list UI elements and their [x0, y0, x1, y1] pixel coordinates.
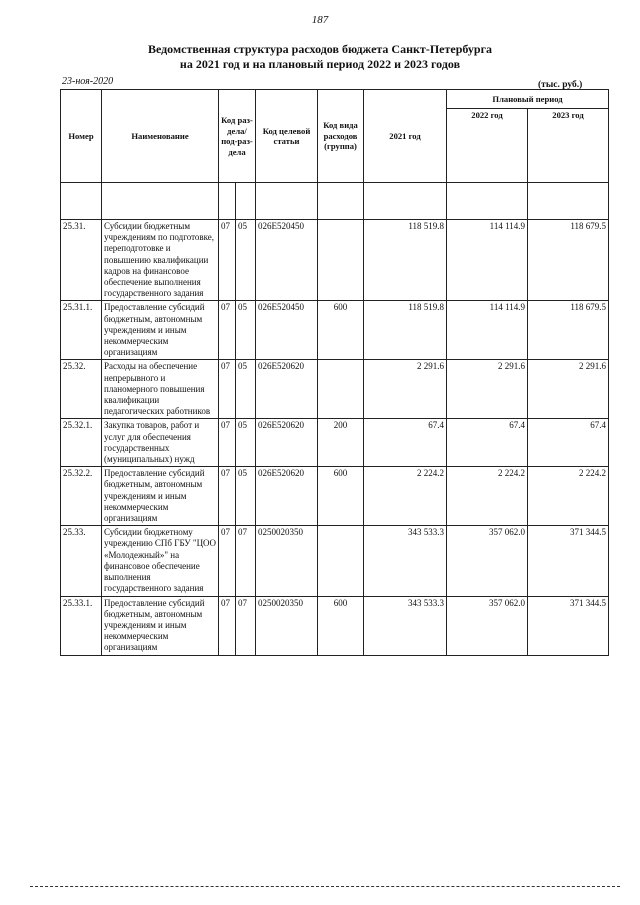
row-number: 25.32.2. — [61, 467, 102, 526]
document-date: 23-ноя-2020 — [62, 76, 114, 87]
footer-rule — [30, 886, 620, 888]
row-expense-type: 600 — [318, 467, 364, 526]
row-expense-type — [318, 220, 364, 301]
table-row — [61, 220, 609, 301]
table-body — [61, 220, 609, 656]
row-amount-2023: 118 679.5 — [528, 301, 609, 360]
header-year-2021: 2021 год — [364, 90, 447, 183]
row-amount-2023: 371 344.5 — [528, 596, 609, 655]
header-section-code: Код раз-дела/ под-раз-дела — [219, 90, 256, 183]
row-target-code: 026E520450 — [256, 220, 318, 301]
row-subsection-code: 05 — [236, 220, 256, 301]
row-amount-2022: 114 114.9 — [447, 301, 528, 360]
row-section-code: 07 — [219, 419, 236, 467]
header-number: Номер — [61, 90, 102, 183]
row-subsection-code: 05 — [236, 360, 256, 419]
row-section-code: 07 — [219, 596, 236, 655]
row-subsection-code: 05 — [236, 419, 256, 467]
table-row — [61, 526, 609, 596]
row-amount-2022: 357 062.0 — [447, 596, 528, 655]
row-number: 25.31.1. — [61, 301, 102, 360]
row-amount-2023: 371 344.5 — [528, 526, 609, 596]
table-row — [61, 360, 609, 419]
row-section-code: 07 — [219, 360, 236, 419]
units-label: (тыс. руб.) — [538, 80, 583, 90]
row-section-code: 07 — [219, 526, 236, 596]
row-section-code: 07 — [219, 220, 236, 301]
row-section-code: 07 — [219, 301, 236, 360]
header-row — [61, 90, 609, 109]
table-row — [61, 301, 609, 360]
budget-table — [60, 89, 609, 656]
row-amount-2022: 2 224.2 — [447, 467, 528, 526]
row-subsection-code: 07 — [236, 596, 256, 655]
table-row — [61, 467, 609, 526]
row-amount-2023: 67.4 — [528, 419, 609, 467]
row-subsection-code: 07 — [236, 526, 256, 596]
header-year-2022: 2022 год — [447, 109, 528, 183]
row-amount-2023: 2 291.6 — [528, 360, 609, 419]
header-spacer-row — [61, 183, 609, 220]
row-number: 25.33. — [61, 526, 102, 596]
row-name: Расходы на обеспечение непрерывного и планомерного повышения квалификации педагогических работников — [102, 360, 219, 419]
header-year-2023: 2023 год — [528, 109, 609, 183]
row-amount-2021: 2 224.2 — [364, 467, 447, 526]
row-target-code: 026E520620 — [256, 419, 318, 467]
header-target-code: Код целевой статьи — [256, 90, 318, 183]
row-target-code: 0250020350 — [256, 526, 318, 596]
row-name: Предоставление субсидий бюджетным, автономным учреждениям и иным некоммерческим организациям — [102, 467, 219, 526]
row-target-code: 0250020350 — [256, 596, 318, 655]
row-expense-type: 600 — [318, 301, 364, 360]
row-expense-type — [318, 360, 364, 419]
row-number: 25.32. — [61, 360, 102, 419]
row-name: Предоставление субсидий бюджетным, автономным учреждениям и иным некоммерческим организациям — [102, 301, 219, 360]
header-expense-type-code: Код вида расходов (группа) — [318, 90, 364, 183]
row-amount-2021: 118 519.8 — [364, 220, 447, 301]
row-subsection-code: 05 — [236, 301, 256, 360]
row-name: Субсидии бюджетным учреждениям по подготовке, переподготовке и повышению квалификации кадров на финансовое обеспечение выполнения государственного задания — [102, 220, 219, 301]
row-subsection-code: 05 — [236, 467, 256, 526]
row-name: Субсидии бюджетному учреждению СПб ГБУ "ЦОО «Молодежный»" на финансовое обеспечение выполнения государственного задания — [102, 526, 219, 596]
row-amount-2021: 118 519.8 — [364, 301, 447, 360]
row-name: Предоставление субсидий бюджетным, автономным учреждениям и иным некоммерческим организациям — [102, 596, 219, 655]
table-row — [61, 596, 609, 655]
row-expense-type — [318, 526, 364, 596]
row-expense-type: 200 — [318, 419, 364, 467]
title-line-2: на 2021 год и на плановый период 2022 и 2023 годов — [179, 57, 461, 71]
row-target-code: 026E520620 — [256, 467, 318, 526]
row-target-code: 026E520450 — [256, 301, 318, 360]
row-target-code: 026E520620 — [256, 360, 318, 419]
row-amount-2022: 114 114.9 — [447, 220, 528, 301]
title-line-1: Ведомственная структура расходов бюджета Санкт-Петербурга — [147, 42, 493, 56]
row-amount-2023: 2 224.2 — [528, 467, 609, 526]
row-amount-2023: 118 679.5 — [528, 220, 609, 301]
row-name: Закупка товаров, работ и услуг для обеспечения государственных (муниципальных) нужд — [102, 419, 219, 467]
row-amount-2021: 343 533.3 — [364, 596, 447, 655]
row-number: 25.33.1. — [61, 596, 102, 655]
row-amount-2022: 2 291.6 — [447, 360, 528, 419]
document-title — [0, 42, 640, 72]
row-number: 25.32.1. — [61, 419, 102, 467]
header-name: Наименование — [102, 90, 219, 183]
row-number: 25.31. — [61, 220, 102, 301]
row-expense-type: 600 — [318, 596, 364, 655]
page-number: 187 — [311, 14, 329, 26]
table-row — [61, 419, 609, 467]
row-amount-2021: 67.4 — [364, 419, 447, 467]
header-planned-period: Плановый период — [447, 90, 609, 109]
row-amount-2021: 2 291.6 — [364, 360, 447, 419]
row-amount-2021: 343 533.3 — [364, 526, 447, 596]
row-section-code: 07 — [219, 467, 236, 526]
row-amount-2022: 357 062.0 — [447, 526, 528, 596]
row-amount-2022: 67.4 — [447, 419, 528, 467]
